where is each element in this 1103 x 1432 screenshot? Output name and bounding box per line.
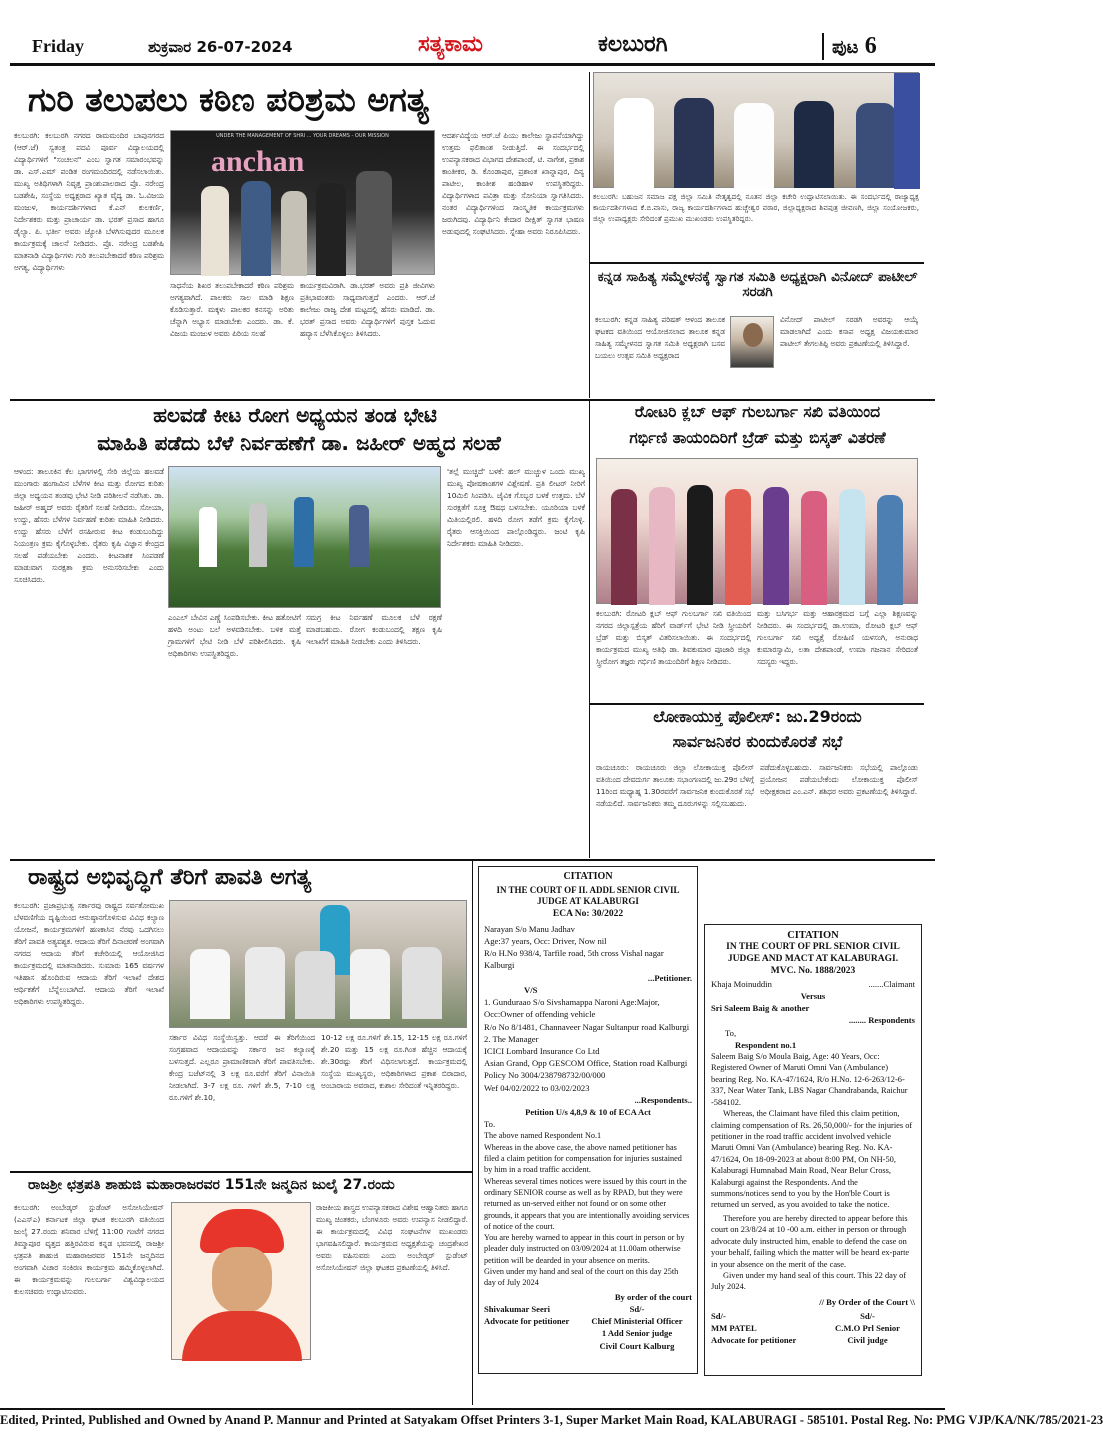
citation2-advocate [711,1310,809,1347]
citation2-to: To, [725,1027,737,1038]
officer2-role: C.M.O Prl Senior Civil judge [835,1323,900,1346]
a1-col1: ಕಲಬುರಗಿ: ಕಲಬುರಗಿ ನಗರದ ರಾಮಮಂದಿರ ಬಾಪುನಗರದ (ಆರ್.ಜೆ) ಸ್ವತಂತ್ರ ಪದವಿ ಪೂರ್ವ ವಿದ್ಯಾಲಯದಲ್ಲಿ ವಿದ್ಯಾರ್ಥಿಗಳಿಗೆ "ಸಂಚಲನ" ಎಂಬ ಸ್ವಾಗತ ಸಮಾರಂಭವನ್ನು ಡಾ. ಎಸ್.ಎಮ್ ಪಂಡಿತ ರಂಗಮಂದಿರದಲ್ಲಿ ನಡೆಸಲಾಯಿತು. ಮುಖ್ಯ ಅತಿಥಿಗಳಾಗಿ ನಿವೃತ್ತ ಪ್ರಾಂಶುಪಾಲರಾದ ಪ್ರೊ. ನರೇಂದ್ರ ಬಡಶೇಷಿ, ಸಂಸ್ಥೆಯ ಅಧ್ಯಕ್ಷರಾದ ಖ್ಯಾತ ವೈದ್ಯ ಡಾ. ಓ.ವಿಜಯ ಮಂಜುಳ, ಕಾರ್ಯದರ್ಶಿಗಳಾದ ಕೆ.ಎನ್ ಕುಲಕರ್ಣಿ, ನಿರ್ದೇಶಕರು ಮತ್ತು ಪ್ರಾಚಾರ್ಯ ಡಾ. ಭರತ್ ಪ್ರಸಾದ ಹಾಗೂ ಡೈಲ್ಯಾ. ಪಿ. ಭರ್ತೀ ಅವರು ಜ್ಯೋತಿ ಬೆಳಗಿಸುವುದರ ಮೂಲಕ ಕಾರ್ಯಕ್ರಮಕ್ಕೆ ಚಾಲನೆ ನೀಡಿದರು. ಪ್ರೊ. ನರೇಂದ್ರ ಬಡಶೇಷಿ ಮಾತನಾಡಿ ವಿದ್ಯಾರ್ಥಿಗಳು ಗುರಿ ತಲುಪಬೇಕಾದರೆ ಕಠಿಣ ಪರಿಶ್ರಮ ಅಗತ್ಯ, ವಿದ್ಯಾರ್ಥಿಗಳು [14,131,164,272]
date-label: ಶುಕ್ರವಾರ 26-07-2024 [148,38,293,56]
officer-sd: Sd/- [629,1303,645,1314]
a4-col4: 'ತಲ್ಲೆ ಮುಚ್ಚಿದೆ' ಬಳಕೆ: ಹಲ್ ಮುಚ್ಚುಳ ಒಂದು ಮುಖ್ಯ ಮುಖ್ಯ ಪೋಷಕಾಂಶಗಳ ವಿಶ್ಲೇಷಣೆ. ಪ್ರತಿ ಲೀಟರ್ ನೀರಿಗೆ 10ಮಿಲಿ ಸಿಂಪಡಿಸಿ. ಜೈವಿಕ ಗೊಬ್ಬರ ಬಳಕೆ ಉತ್ತಮ. ಬೆಳೆ ಸುರಕ್ಷತೆಗೆ ಸೂಕ್ತ ಔಷಧ ಬಳಸಬೇಕು. ಯೂರಿಯಾ ಬಳಕೆ ಮಿತಿಯಲ್ಲಿರಲಿ. ಹಳದಿ ರೋಗ ತಡೆಗೆ ಕ್ರಮ ಕೈಗೊಳ್ಳಿ. ರೈತರು ಆಸಕ್ತಿಯಿಂದ ಪಾಲ್ಗೊಂಡಿದ್ದರು. ಜಂಟಿ ಕೃಷಿ ನಿರ್ದೇಶಕರು ಮಾಹಿತಿ ನೀಡಿದರು. [447,467,585,548]
citation2-respondents-label: ........ Respondents [848,1015,915,1026]
citation2-court: IN THE COURT OF PRL SENIOR CIVIL JUDGE AND MACT AT KALABURAGI. [726,942,900,964]
citation2-claimant-row [711,978,915,990]
a3-col2: ವಿನೋದ್ ಪಾಟೀಲ್ ಸರಡಗಿ ಅವರನ್ನು ಆಯ್ಕೆ ಮಾಡಲಾಗಿದೆ ಎಂದು ಕಸಾಪ ಅಧ್ಯಕ್ಷ ವಿಜಯಕುಮಾರ ಪಾಟೀಲ್ ತೇಗಲತಿಪ್ಪಿ ಅವರು ಪ್ರಕಟಣೆಯಲ್ಲಿ ತಿಳಿಸಿದ್ದಾರೆ. [780,315,918,348]
photo-a7 [169,900,467,1028]
day-label: Friday [32,36,84,56]
headline-a7: ರಾಷ್ಟ್ರದ ಅಭಿವೃದ್ಧಿಗೆ ತೆರಿಗೆ ಪಾವತಿ ಅಗತ್ಯ [28,865,312,890]
citation-officer [582,1303,692,1352]
a5-col2: ಮತ್ತು ಬಸಿಗರ್ಭ ಮತ್ತು ಆಹಾರಕ್ರಮದ ಬಗ್ಗೆ ಎಲ್ಲಾ ಶಿಕ್ಷಣವನ್ನು ನೀಡಿದರು. ಈ ಸಂದರ್ಭದಲ್ಲಿ ಡಾ.ಉಮಾ, ರೋಟರಿ ಕ್ಲಬ್ ಆಫ್ ಗುಲಬರ್ಗಾ ಸಖಿ ಅಧ್ಯಕ್ಷೆ ರೋಹಿಣಿ ಯಳಸಂಗಿ, ಅನುರಾಧ ಕುಮಾರಸ್ವಾಮಿ, ಲತಾ ದೇಶಪಾಂಡೆ, ಉಮಾ ಗಜನಾನ ಸೇರಿದಂತೆ ಸದಸ್ಯರು ಇದ್ದರು. [757,609,918,666]
officer-role: Chief Ministerial Officer 1 Add Senior judge Civil Court Kalburg [591,1316,683,1351]
citation2-claimant-label: .......Claimant [868,978,915,989]
edition-city: ಕಲಬುರಗಿ [598,32,668,57]
citation-notice-2 [704,924,922,1376]
citation2-respondent-name: Sri Saleem Baig & another [711,1003,810,1014]
citation2-case: MVC. No. 1888/2023 [770,965,856,976]
citation-body: The above named Respondent No.1 Whereas in the above case, the above named petitioner has filed a claim petition for compensation for injuries sustained by him in a road traffic accident. Whereas several times notices were issued by this court in the ordinary SENIOR course as well as by RPAD, but they were returned as un-served either not found or on some other grounds, it appears that you are intentionally avoiding services of notice of the court. You are hereby warned to appear in this court in person or by pleader duly instructed on 03/09/2024 at 11.00am otherwise petition will be dearded in your absence on merits. Given under my hand and seal of the court on this day 25th day of July 2024 [484,1131,690,1288]
advocate-name: Shivakumar Seeri [484,1303,550,1314]
column-rule [589,72,590,398]
citation-petitioner-label: ...Petitioner. [647,972,692,983]
photo-a1 [170,130,435,275]
a8-col1: ಕಲಬುರಗಿ: ಅಂಬೇಡ್ಕರ್ ಸ್ಟುಡೆಂಟ್ ಅಸೋಸಿಯೇಷನ್ (ಎಎಸ್‌ಎ) ಕರ್ನಾಟಕ ಜಿಲ್ಲಾ ಘಟಕ ಕಲಬುರಗಿ ವತಿಯಿಂದ ಜುಲೈ 27.ರಂದು ಶನಿವಾರ ಬೆಳಿಗ್ಗೆ 11:00 ಗಂಟೆಗೆ ನಗರದ ತಿಮ್ಮಾಪೂರ ವೃತ್ತದ ಹತ್ತಿರವಿರುವ ಕನ್ನಡ ಭವನದಲ್ಲಿ ರಾಜಶ್ರೀ ಛತ್ರಪತಿ ಶಾಹುಜಿ ಮಹಾರಾಜರವರ 151ನೇ ಜನ್ಮದಿನದ ಅಂಗವಾಗಿ ವಿಚಾರ ಸಂಕಿರಣ ಕಾರ್ಯಕ್ರಮ ಹಮ್ಮಿಕೊಳ್ಳಲಾಗಿದೆ. ಈ ಕಾರ್ಯಕ್ರಮವನ್ನು ಗುಲಬರ್ಗಾ ವಿಶ್ವವಿದ್ಯಾಲಯದ ಕುಲಸಚಿವರು ಉದ್ಘಾಟಿಸುವರು. [14,1203,164,1296]
a5-col1: ಕಲಬುರಗಿ: ರೋಟರಿ ಕ್ಲಬ್ ಆಫ್ ಗುಲಬರ್ಗಾ ಸಖಿ ವತಿಯಿಂದ ನಗರದ ಜಿಲ್ಲಾಸ್ಪತ್ರೆಯ ಹೆರಿಗೆ ವಾರ್ಡ್‌ಗೆ ಭೇಟಿ ನೀಡಿ ಸ್ತ್ರೀಯರಿಗೆ ಬ್ರೆಡ್ ಮತ್ತು ಬಿಸ್ಕತ್ ವಿತರಿಸಲಾಯಿತು. ಈ ಸಂದರ್ಭದಲ್ಲಿ ಕಾರ್ಯಕ್ರಮದ ಮುಖ್ಯ ಅತಿಥಿ ಡಾ. ಶಿವಕುಮಾರ ಪೂಜಾರಿ ಜಿಲ್ಲಾ ಸ್ತ್ರೀರೋಗ ತಜ್ಞರು ಗರ್ಭಿಣಿ ತಾಯಂದಿರಿಗೆ ಶಿಕ್ಷಣ ನೀಡಿದರು. [596,609,751,666]
advocate-role: Advocate for petitioner [484,1316,570,1327]
section-rule [10,1171,472,1173]
citation-to: To. [484,1119,496,1130]
headline-a4-2: ಮಾಹಿತಿ ಪಡೆದು ಬೆಳೆ ನಿರ್ವಹಣೆಗೆ ಡಾ. ಜಹೀರ್ ಅಹ್ಮದ ಸಲಹೆ [97,431,501,455]
imprint-footer: Edited, Printed, Published and Owned by Anand P. Mannur and Printed at Satyakam Offset Printers 3-1, Super Market Main Road, KALABURAGI - 585101. Postal Reg. No: PMG VJP/KA/NK/785/2021-23 [0,1408,945,1430]
headline-a8: ರಾಜಶ್ರೀ ಛತ್ರಪತಿ ಶಾಹುಜಿ ಮಹಾರಾಜರವರ 151ನೇ ಜನ್ಮದಿನ ಜುಲೈ 27.ರಂದು [28,1177,395,1193]
citation2-resp-no: Respondent no.1 [735,1039,797,1050]
a6-col1: ರಾಯಚೂರು: ರಾಯಚೂರು ಜಿಲ್ಲಾ ಲೋಕಾಯುಕ್ತ ಪೊಲೀಸ್ ವತಿಯಿಂದ ದೇವದುರ್ಗ ತಾಲೂಕು ಸಭಾಂಗಣದಲ್ಲಿ ಜು.29ರ ಬೆಳಿಗ್ಗೆ 11ರಿಂದ ಮಧ್ಯಾಹ್ನ 1.30ರವರೆಗೆ ಸಾರ್ವಜನಿಕ ಕುಂದುಕೊರತೆ ಸಭೆ ನಡೆಯಲಿದೆ. ಸಾರ್ವಜನಿಕರು ತಮ್ಮ ದೂರುಗಳನ್ನು ಸಲ್ಲಿಸಬಹುದು. [596,763,754,808]
citation-respondents-label: ...Respondents.. [634,1094,692,1105]
photo-a2 [593,72,919,188]
citation2-claimant: Khaja Moinuddin [711,978,772,989]
column-rule [589,400,590,858]
a1-col4: ಆದರ್ಶವಿದ್ಯೆಯ ಆರ್.ಜೆ ಪಿಯು ಕಾಲೇಜು ಸ್ಥಾಪನೆಯಾಗಿದ್ದು ಉತ್ತಮ ಫಲಿತಾಂಶ ನೀಡುತ್ತಿದೆ. ಈ ಸಂದರ್ಭದಲ್ಲಿ ಉಪನ್ಯಾಸಕರಾದ ವಿಭಾಗದ ದೇಶಪಾಂಡೆ, ಟಿ. ನಾಗೇಶ, ಪ್ರಕಾಶ ಕಾಂತೀಕರ, ಡಿ. ಕೊಂಡಾಪುರ, ಪ್ರಶಾಂತ ಖಾನ್ನಾಪುರ, ದಿನ್ಯ ಪಾಟೀಲ, ಕಾಂತೀಶ ಹಂಡಿಹಾಳ ಉಪಸ್ಥಿತರಿದ್ದರು. ವಿದ್ಯಾರ್ಥಿಗಳಾದ ಪವಿತ್ರಾ ಮತ್ತು ಸೋನಿಯಾ ಸ್ವಾಗತಿಸಿದರು. ನಂತರ ವಿದ್ಯಾರ್ಥಿಗಳಿಂದ ಸಾಂಸ್ಕೃತಿಕ ಕಾರ್ಯಕ್ರಮಗಳು ಜರುಗಿದವು. ವಿದ್ಯಾರ್ಥಿನಿ ಕೇದಾರ ದೀಕ್ಷಿತ್ ಸ್ವಾಗತ ಭಾಷಣ ಅಡುವುದಲ್ಲಿ ಸಂಘಟಿಸಿದರು. ಸ್ನೇಹಾ ಅವರು ನಿರೂಪಿಸಿದರು. [442,131,584,236]
citation-vs: V/S [524,984,538,995]
photo-banner-text: UNDER THE MANAGEMENT OF SHRI ... YOUR DREAMS - OUR MISSION [216,133,389,139]
citation2-officer [820,1310,915,1347]
a1-col2: ಸಾಧನೆಯ ಶಿಖರ ತಲುಪಬೇಕಾದರೆ ಕಠಿಣ ಪರಿಶ್ರಮ ಅಗತ್ಯವಾಗಿದೆ. ಪಾಲಕರು ಸಾಲ ಮಾಡಿ ಶಿಕ್ಷಣ ಕೊಡಿಸುತ್ತಾರೆ. ಮಕ್ಕಳು ಪಾಲಕರ ಕನಸನ್ನು ಅರಿತು ಚೆನ್ನಾಗಿ ಅಭ್ಯಾಸ ಮಾಡಬೇಕು ಎಂದರು. ಡಾ. ಕೆ. ವಿಜಯ ಮಂಜುಳ ಅವರು ಪಿರಿಯ ಸಲಹೆ [170,281,294,338]
advocate2-role: Advocate for petitioner [711,1335,797,1346]
citation-respondents: 1. Gunduraao S/o Sivshamappa Naroni Age:Major, Occ:Owner of offending vehicle R/o No 8/1481, Channaveer Nagar Sultanpur road Kalburgi 2. The Manager ICICI Lombard Insurance Co Ltd Asian Grand, Opp GESCOM Office, Station road Kalburgi Policy No 3004/238798732/00/000 Wef 04/02/2022 to 03/02/2023 [484,997,690,1093]
citation-order: By order of the court [614,1291,692,1302]
masthead [10,30,935,66]
citation2-title: CITATION [787,930,839,941]
citation2-versus: Versus [800,990,826,1001]
headline-a3: ಕನ್ನಡ ಸಾಹಿತ್ಯ ಸಮ್ಮೇಳನಕ್ಕೆ ಸ್ವಾಗತ ಸಮಿತಿ ಅಧ್ಯಕ್ಷರಾಗಿ ವಿನೋದ್ ಪಾಟೀಲ್ ಸರಡಗಿ [597,269,918,300]
citation-case: ECA No: 30/2022 [552,909,624,919]
officer2-sd: Sd/- [860,1311,875,1322]
portrait-a3 [730,316,774,368]
advocate2-sd: Sd/- [711,1311,726,1322]
advocate2-name: MM PATEL [711,1323,757,1334]
headline-a6-1: ಲೋಕಾಯುಕ್ತ ಪೊಲೀಸ್: ಜು.29ರಂದು [653,707,862,726]
a4-col1: ಆಳಂದ: ತಾಲೂಕಿನ ಕೆಲ ಭಾಗಗಳಲ್ಲಿ ಸೇರಿ ಜಿಲ್ಲೆಯ ಹಲವಡೆ ಮುಂಗಾರು ಹಂಗಾಮಿನ ಬೆಳೆಗಳ ಕೀಟ ಮತ್ತು ರೋಗದ ಕುರಿತು ಜಿಲ್ಲಾ ಅಧ್ಯಯನ ತಂಡವು ಭೇಟಿ ನೀಡಿ ಪರಿಶೀಲನೆ ನಡೆಸಿತು. ಡಾ. ಜಹೀರ್ ಅಹ್ಮದ್ ಅವರು ರೈತರಿಗೆ ಸಲಹೆ ನೀಡಿದರು. ಸೋಯಾ, ಉದ್ದು, ಹೆಸರು ಬೆಳೆಗಳ ನಿರ್ವಹಣೆ ಕುರಿತು ಮಾಹಿತಿ ನೀಡಿದರು. ಉದ್ದು ಹೆಸರು ಬೆಳೆಗೆ ರಸಹೀರುವ ಕೀಟ ಕಂಡುಬಂದಿದ್ದು ನಿಯಂತ್ರಣ ಕ್ರಮ ಕೈಗೊಳ್ಳಬೇಕು. ರೈತರು ಕೃಷಿ ವಿಜ್ಞಾನ ಕೇಂದ್ರದ ಸಲಹೆ ಪಡೆಯಬೇಕು ಎಂದರು. ಕೀಟನಾಶಕ ಸಿಂಪಡಣೆ ಮಾಡುವಾಗ ಸುರಕ್ಷತಾ ಕ್ರಮ ಅನುಸರಿಸಬೇಕು ಎಂದು ಸೂಚಿಸಿದರು. [14,467,164,584]
page-no: 6 [864,33,877,59]
a3-col1: ಕಲಬುರಗಿ: ಕನ್ನಡ ಸಾಹಿತ್ಯ ಪರಿಷತ್ ಆಳಂದ ತಾಲೂಕ ಘಟಕದ ವತಿಯಿಂದ ಆಯೋಜಿಸಲಾದ ತಾಲೂಕ ಕನ್ನಡ ಸಾಹಿತ್ಯ ಸಮ್ಮೇಳನದ ಸ್ವಾಗತ ಸಮಿತಿ ಅಧ್ಯಕ್ಷರಾಗಿ ಬಸವ ಬಯಲು ಉತ್ಸವ ಸಮಿತಿ ಅಧ್ಯಕ್ಷರಾದ [595,315,725,360]
headline-a5-1: ರೋಟರಿ ಕ್ಲಬ್ ಆಫ್ ಗುಲಬರ್ಗಾ ಸಖಿ ವತಿಯಿಂದ [634,403,881,421]
section-rule [589,703,924,705]
citation2-order: // By Order of the Court \\ [819,1296,915,1307]
citation-court: IN THE COURT OF II. ADDL SENIOR CIVIL JUDGE AT KALABURGI [496,884,680,906]
a7-col3: 10-12 ಲಕ್ಷ ರೂ.ಗಳಿಗೆ ಶೇ.15, 12-15 ಲಕ್ಷ ರೂ.ಗಳಿಗೆ ಶೇ.20 ಮತ್ತು 15 ಲಕ್ಷ ರೂ.ಗಿಂತ ಹೆಚ್ಚಿನ ಆದಾಯಕ್ಕೆ ಶೇ.30ರಷ್ಟು ತೆರಿಗೆ ವಿಧಿಸಲಾಗುತ್ತದೆ. ಕಾರ್ಯಕ್ರಮದಲ್ಲಿ ಸಂಸ್ಥೆಯ ಮುಖ್ಯಸ್ಥರು, ಅಧಿಕಾರಿಗಳಾದ ಪ್ರಕಾಶ ಬಿರಾದಾರ, ಅಂಬಾರಾಯ ಅವರಾದ, ಕುಶಾಲ ಸೇರಿದಂತೆ ಇನ್ನಿತರರಿದ್ದರು. [321,1033,467,1090]
citation2-therefore: Therefore you are hereby directed to appear before this court on 23/8/24 at 10 -00 a.m. either in person or through advocate duly instructed him, enable to defend the case on your behalf, failing which the matter will be heard ex-parte in your absence on the merit of the case. [711,1213,910,1269]
a4-col2: ಎಂಎಲ್ ಬೇವಿನ ಎಣ್ಣೆ ಸಿಂಪಡಿಸಬೇಕು. ಕೀಟ ಹತೋಟಿಗೆ ಹಳದಿ ಅಂಟು ಬಲೆ ಅಳವಡಿಸಬೇಕು. ಬಳಿಕ ಮತ್ತೆ ಗ್ರಾಮಗಳಿಗೆ ಭೇಟಿ ನೀಡಿ ಬೆಳೆ ಪರಿಶೀಲಿಸಿದರು. ಕೃಷಿ ಅಧಿಕಾರಿಗಳು ಉಪಸ್ಥಿತರಿದ್ದರು. [168,613,301,658]
headline-a4-1: ಹಲವಡೆ ಕೀಟ ರೋಗ ಅಧ್ಯಯನ ತಂಡ ಭೇಟಿ [153,403,437,427]
citation-advocate [484,1303,579,1352]
headline-a5-2: ಗರ್ಭಿಣಿ ತಾಯಂದಿರಿಗೆ ಬ್ರೆಡ್ ಮತ್ತು ಬಿಸ್ಕತ್ ವಿತರಣೆ [629,429,886,447]
a8-col2: ರಾಜಕೀಯ ಶಾಸ್ತ್ರದ ಉಪನ್ಯಾಸಕರಾದ ವಿಶೇಷ ಆಹ್ವಾನಿತರು ಹಾಗೂ ಮುಖ್ಯ ಚಿಂತಕರು, ಬೆಂಗಳೂರು ಅವರು ಉಪನ್ಯಾಸ ನೀಡಲಿದ್ದಾರೆ. ಈ ಕಾರ್ಯಕ್ರಮದಲ್ಲಿ ವಿವಿಧ ಸಂಘಟನೆಗಳ ಮುಖಂಡರು ಭಾಗವಹಿಸಲಿದ್ದಾರೆ. ಕಾರ್ಯಕ್ರಮದ ಅಧ್ಯಕ್ಷತೆಯನ್ನು ಚಂದ್ರಶೇಖರ ಅವರು ವಹಿಸುವರು ಎಂದು ಅಂಬೇಡ್ಕರ್ ಸ್ಟುಡೆಂಟ್ ಅಸೋಸಿಯೇಷನ್ ಜಿಲ್ಲಾ ಘಟಕದ ಪ್ರಕಟಣೆಯಲ್ಲಿ ತಿಳಿಸಿದೆ. [316,1203,468,1272]
headline-a1: ಗುರಿ ತಲುಪಲು ಕಠಿಣ ಪರಿಶ್ರಮ ಅಗತ್ಯ [28,80,429,119]
section-rule [10,399,935,401]
headline-a6-2: ಸಾರ್ವಜನಿಕರ ಕುಂದುಕೊರತೆ ಸಭೆ [672,732,843,751]
citation-title: CITATION [563,871,613,882]
newspaper-name: ಸತ್ಯಕಾಮ [418,32,483,57]
citation2-given: Given under my hand seal of this court. This 22 day of July 2024. [711,1270,907,1292]
portrait-a8 [171,1202,311,1360]
photo-a5 [596,458,918,604]
photo-a4 [168,466,441,608]
citation2-resp-detail: Saleem Baig S/o Moula Baig, Age: 40 Years, Occ: Registered Owner of Maruti Omni Van (Ambulance) bearing Reg. No. KA-47/1624, R/o H.No. 12-6-263/12-6-337, Near Water Tank, LBS Nagar Chandrabanda, Raichur -584102. [711,1051,908,1107]
a1-col3: ಕಾರ್ಯಕ್ರಮವಿರಾಗಿ. ಡಾ.ಭರತ್ ಅವರು ಪ್ರತಿ ಜೀವಿಗಳು ಪ್ರತಿಭಾವಂತರು ಸಾಧ್ಯವಾಗುತ್ತದೆ ಎಂದರು. ಆರ್.ಜೆ ಕಾಲೇಜು ರಾಜ್ಯ ದೇಶ ಮಟ್ಟದಲ್ಲಿ ಹೆಸರು ಮಾಡಿದೆ. ಡಾ. ಭರತ್ ಪ್ರಸಾದ ಅವರು ವಿದ್ಯಾರ್ಥಿಗಳಿಗೆ ಪುಸ್ತಕ ಓದುವ ಹವ್ಯಾಸ ಬೆಳೆಸಿಕೊಳ್ಳಲು ತಿಳಿಸಿದರು. [300,281,435,338]
a7-col1: ಕಲಬುರಗಿ: ಪ್ರಜಾಪ್ರಭುತ್ವ ಸರ್ಕಾರವು ರಾಷ್ಟ್ರದ ಸರ್ವತೋಮುಖ ಬೆಳವಣಿಗೆಯ ದೃಷ್ಟಿಯಿಂದ ಆನುಷ್ಠಾನಗೊಳಿಸುವ ವಿವಿಧ ಕಲ್ಯಾಣ ಯೋಜನೆ, ಕಾರ್ಯಕ್ರಮಗಳಿಗೆ ಹಣಕಾಸಿನ ನೆರವು ಒದಗಿಸಲು ತೆರಿಗೆ ಪಾವತಿ ಅತ್ಯವಶ್ಯಕ. ಆದಾಯ ತೆರಿಗೆ ದಿನಾಚರಣೆ ಅಂಗವಾಗಿ ನಗರದ ಆದಾಯ ತೆರಿಗೆ ಕಚೇರಿಯಲ್ಲಿ ಆಯೋಜಿಸಿದ ಕಾರ್ಯಕ್ರಮದಲ್ಲಿ ಮಾತನಾಡಿದರು. ಸುಮಾರು 165 ವರ್ಷಗಳ ಇತಿಹಾಸ ಹೊಂದಿರುವ ಆದಾಯ ತೆರಿಗೆ ಇಲಾಖೆ ದೇಶದ ಆರ್ಥಿಕತೆಗೆ ಬೆನ್ನೆಲುಬಾಗಿದೆ. ಆದಾಯ ತೆರಿಗೆ ಇಲಾಖೆ ಅಧಿಕಾರಿಗಳು ಉಪಸ್ಥಿತರಿದ್ದರು. [14,901,164,1006]
citation-notice-1 [478,866,698,1374]
section-rule [589,262,924,264]
a4-col3: ಸಮಗ್ರ ಕೀಟ ನಿರ್ವಹಣೆ ಮೂಲಕ ಬೆಳೆ ರಕ್ಷಣೆ ಮಾಡಬಹುದು. ರೋಗ ಕಂಡುಬಂದಲ್ಲಿ ತಕ್ಷಣ ಕೃಷಿ ಇಲಾಖೆಗೆ ಮಾಹಿತಿ ನೀಡಬೇಕು ಎಂದು ತಿಳಿಸಿದರು. [306,613,442,646]
a7-col2: ಸರ್ಕಾರ ವಿವಿಧ ಸಂಸ್ಥೆಯಿಸ್ವತ್ತು. ಆದರೆ ಈ ತೆರಿಗೆಯಿಂದ ಸಂಗ್ರಹವಾದ ಆದಾಯವನ್ನು ಸರ್ಕಾರ ಜನ ಕಲ್ಯಾಣಕ್ಕೆ ಬಳಸುತ್ತದೆ. ಎಲ್ಲರೂ ಪ್ರಾಮಾಣಿಕವಾಗಿ ತೆರಿಗೆ ಪಾವತಿಸಬೇಕು. ಕೇಂದ್ರ ಬಜೆಟ್‌ನಲ್ಲಿ 3 ಲಕ್ಷ ರೂ.ವರೆಗೆ ತೆರಿಗೆ ವಿನಾಯಿತಿ ನೀಡಲಾಗಿದೆ. 3-7 ಲಕ್ಷ ರೂ. ಗಳಿಗೆ ಶೇ.5, 7-10 ಲಕ್ಷ ರೂ.ಗಳಿಗೆ ಶೇ.10, [169,1033,315,1102]
page-label: ಪುಟ [832,37,859,58]
caption-a2: ಕಲಬುರಗಿ: ಬಹುಜನ ಸಮಾಜ ಪಕ್ಷ ಜಿಲ್ಲಾ ಸಮಿತಿ ನೇತೃತ್ವದಲ್ಲಿ ನೂತನ ಜಿಲ್ಲಾ ಕಚೇರಿ ಉದ್ಘಾಟಿಸಲಾಯಿತು. ಈ ಸಂದರ್ಭದಲ್ಲಿ ರಾಜ್ಯಾಧ್ಯಕ್ಷ ಕಾರ್ಯದರ್ಶಿಗಳಾದ ಕೆ.ಬಿ.ವಾಸು, ರಾಜ್ಯ ಕಾರ್ಯದರ್ಶಿಗಳಾದ ಹುಚ್ಚೇಶ್ವರ ವಠಾರ, ಜಿಲ್ಲಾಧ್ಯಕ್ಷರಾದ ಶಿವಪುತ್ರ ಜೀವಣಗಿ, ಜಿಲ್ಲಾ ಸಂಯೋಜಕರು, ಜಿಲ್ಲಾ ಉಪಾಧ್ಯಕ್ಷರು ಸೇರಿದಂತೆ ಪ್ರಮುಖ ಮುಖಂಡರು ಉಪಸ್ಥಿತರಿದ್ದರು. [593,192,919,224]
citation2-whereas: Whereas, the Claimant have filed this claim petition, claiming compensation of Rs. 26,50,000/- for the injuries of petitioner in the road traffic accident involved vehicle Maruti Omni Van (Ambulance) bearing Reg. No. KA-47/1624, On 18-09-2023 at about 8:00 PM, On NH-50, Kalaburagi Humnabad Main Road, Near Belur Cross, Kalaburgi against the Respondents. And the summons/notices send to you by the Hon'ble Court is returned un served, as you avoided to take the notice. [711,1109,913,1210]
column-rule [472,860,473,1405]
photo-stage-sign: anchan [211,145,305,178]
citation-petitioner: Narayan S/o Manu Jadhav Age:37 years, Occ: Driver, Now nil R/o H.No 938/4, Tarfile road, 5th cross Vishal nagar Kalburgi [484,923,664,971]
citation-act: Petition U/s 4,8,9 & 10 of ECA Act [525,1106,651,1117]
page-number [822,33,877,60]
a6-col2: ಪಡೆದುಕೊಳ್ಳಬಹುದು. ಸಾರ್ವಜನಿಕರು ಸಭೆಯಲ್ಲಿ ಪಾಲ್ಗೊಂಡು ಪ್ರಯೋಜನ ಪಡೆಯಬೇಕೆಂದು ಲೋಕಾಯುಕ್ತ ಪೊಲೀಸ್ ಅಧೀಕ್ಷಕರಾದ ಎಂ.ಎನ್. ಶಶಿಧರ ಅವರು ಪ್ರಕಟಣೆಯಲ್ಲಿ ತಿಳಿಸಿದ್ದಾರೆ. [760,763,918,796]
